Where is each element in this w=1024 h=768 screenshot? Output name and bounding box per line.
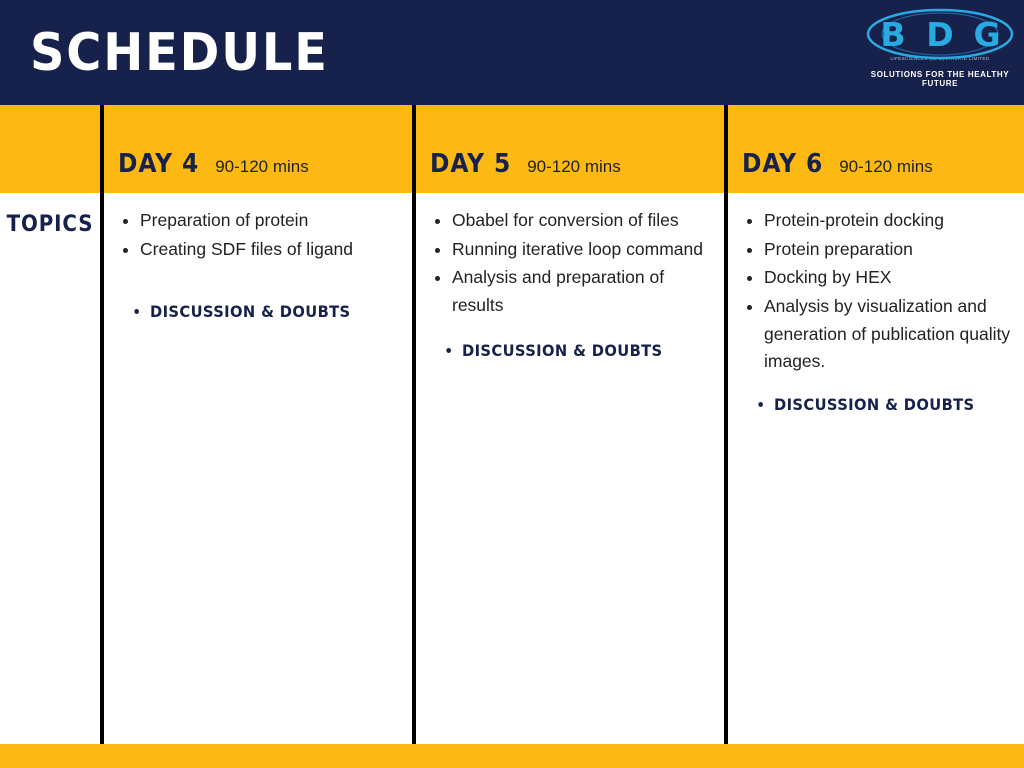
day-title-2: DAY 5 — [430, 149, 512, 179]
svg-text:B: B — [880, 15, 906, 54]
list-item: • Obabel for conversion of files — [452, 207, 716, 235]
list-item: • Analysis by visualization and generation of publication quality images. — [764, 293, 1016, 376]
day-column-2 — [416, 105, 724, 744]
day-title-1: DAY 4 — [118, 149, 200, 179]
page-title: SCHEDULE — [30, 22, 329, 83]
topics-list-3 — [728, 193, 1024, 376]
list-item: • Preparation of protein — [140, 207, 404, 235]
discussion-list-2 — [416, 341, 724, 360]
list-item: • Protein preparation — [764, 236, 1016, 264]
footer-band — [0, 744, 1024, 768]
logo-legal-name: LIFESCIENCES (OPC) PRIVATE LIMITED — [890, 56, 990, 61]
list-item: • DISCUSSION & DOUBTS — [774, 395, 997, 414]
list-item: • Running iterative loop command — [452, 236, 716, 264]
row-label-topics: TOPICS — [6, 212, 94, 237]
brand-logo — [860, 8, 1020, 98]
list-item: • Creating SDF files of ligand — [140, 236, 404, 264]
spacer-3 — [728, 377, 1024, 395]
day-column-3 — [728, 105, 1024, 744]
discussion-list-1 — [104, 302, 412, 321]
list-item: • Docking by HEX — [764, 264, 1016, 292]
list-item: • DISCUSSION & DOUBTS — [150, 302, 384, 321]
logo-tagline: SOLUTIONS FOR THE HEALTHY FUTURE — [870, 70, 1010, 88]
day-duration-3: 90-120 mins — [839, 157, 933, 176]
topics-list-2 — [416, 193, 724, 320]
day-header-2 — [416, 105, 724, 193]
spacer-2 — [416, 321, 724, 341]
svg-text:G: G — [973, 15, 1001, 54]
svg-text:D: D — [926, 15, 954, 54]
day-column-1 — [104, 105, 412, 744]
day-duration-2: 90-120 mins — [527, 157, 621, 176]
day-title-3: DAY 6 — [742, 149, 824, 179]
day-header-1 — [104, 105, 412, 193]
list-item: • Analysis and preparation of results — [452, 264, 716, 319]
list-item: • Protein-protein docking — [764, 207, 1016, 235]
day-duration-1: 90-120 mins — [215, 157, 309, 176]
logo-mark-icon — [860, 8, 1020, 62]
discussion-list-3 — [728, 395, 1024, 414]
topics-list-1 — [104, 193, 412, 263]
list-item: • DISCUSSION & DOUBTS — [462, 341, 696, 360]
spacer-1 — [104, 264, 412, 302]
day-header-3 — [728, 105, 1024, 193]
